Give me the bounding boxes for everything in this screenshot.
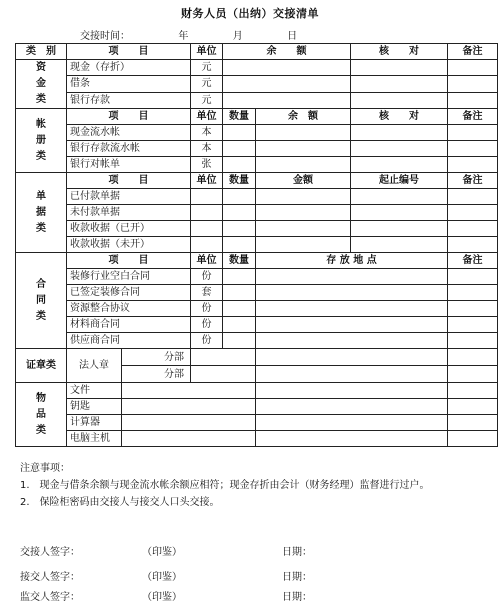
seal-cell[interactable] — [256, 366, 448, 383]
unit-cell: 套 — [191, 285, 223, 301]
remark-cell[interactable] — [448, 92, 498, 108]
ledgers-header-row — [16, 109, 498, 125]
col-remark: 备注 — [448, 173, 498, 189]
remark-cell[interactable] — [448, 205, 498, 221]
balance-cell[interactable] — [256, 157, 351, 173]
date-label: 日期： — [282, 592, 312, 603]
page-title: 财务人员（出纳）交接清单 — [181, 7, 319, 20]
goods-cell[interactable] — [256, 415, 448, 431]
remark-cell[interactable] — [448, 157, 498, 173]
table-row — [16, 92, 498, 108]
remark-cell[interactable] — [448, 237, 498, 253]
col-item: 项 目 — [67, 109, 191, 125]
table-row — [16, 189, 498, 205]
goods-cell[interactable] — [122, 383, 256, 399]
col-qty: 数量 — [223, 253, 256, 269]
handover-time-label: 交接时间： — [80, 31, 130, 42]
item-cell: 钥匙 — [67, 399, 122, 415]
unit-cell[interactable] — [191, 205, 223, 221]
table-row — [16, 237, 498, 253]
location-cell[interactable] — [256, 301, 448, 317]
remark-cell[interactable] — [448, 285, 498, 301]
goods-cell[interactable] — [256, 431, 448, 447]
qty-cell[interactable] — [223, 141, 256, 157]
item-cell: 文件 — [67, 383, 122, 399]
qty-cell[interactable] — [223, 301, 256, 317]
serial-cell[interactable] — [351, 205, 448, 221]
qty-cell[interactable] — [223, 285, 256, 301]
item-cell: 计算器 — [67, 415, 122, 431]
table-row — [16, 285, 498, 301]
seal-item-cell: 法人章 — [67, 349, 122, 383]
unit-cell: 元 — [191, 92, 223, 108]
amount-cell[interactable] — [256, 189, 351, 205]
unit-cell: 本 — [191, 125, 223, 141]
qty-cell[interactable] — [223, 125, 256, 141]
balance-cell[interactable] — [256, 141, 351, 157]
check-cell[interactable] — [351, 76, 448, 92]
col-item: 项 目 — [67, 173, 191, 189]
item-cell: 未付款单据 — [67, 205, 191, 221]
location-cell[interactable] — [256, 285, 448, 301]
item-cell: 收款收据（未开） — [67, 237, 191, 253]
goods-cell[interactable] — [122, 399, 256, 415]
table-row — [16, 333, 498, 349]
table-row — [16, 349, 498, 366]
qty-cell[interactable] — [223, 157, 256, 173]
category-documents: 单据类 — [16, 173, 67, 253]
col-category: 类 别 — [16, 44, 67, 60]
location-cell[interactable] — [256, 333, 448, 349]
item-cell: 借条 — [67, 76, 191, 92]
amount-cell[interactable] — [256, 205, 351, 221]
qty-cell[interactable] — [223, 189, 256, 205]
note-item: 2. 保险柜密码由交接人与接交人口头交接。 — [20, 497, 220, 508]
col-check: 核 对 — [351, 44, 448, 60]
remark-cell[interactable] — [448, 189, 498, 205]
remark-cell[interactable] — [448, 383, 498, 399]
col-qty: 数量 — [223, 173, 256, 189]
year-label: 年 — [178, 31, 189, 42]
col-balance: 余 额 — [223, 44, 351, 60]
seal-label: （印鉴） — [142, 592, 182, 603]
qty-cell[interactable] — [223, 269, 256, 285]
balance-cell[interactable] — [223, 60, 351, 76]
seal-label: （印鉴） — [142, 547, 182, 558]
remark-cell[interactable] — [448, 349, 498, 366]
item-cell: 资源整合协议 — [67, 301, 191, 317]
table-row — [16, 415, 498, 431]
location-cell[interactable] — [256, 269, 448, 285]
seal-label: （印鉴） — [142, 572, 182, 583]
date-label: 日期： — [282, 547, 312, 558]
handover-table — [15, 43, 498, 447]
col-amount: 金额 — [256, 173, 351, 189]
handover-time — [80, 27, 297, 42]
col-remark: 备注 — [448, 253, 498, 269]
unit-cell[interactable] — [191, 237, 223, 253]
signature-label: 监交人签字： — [20, 592, 80, 603]
item-cell: 银行存款 — [67, 92, 191, 108]
item-cell: 收款收据（已开） — [67, 221, 191, 237]
goods-cell[interactable] — [256, 383, 448, 399]
table-row — [16, 141, 498, 157]
remark-cell[interactable] — [448, 125, 498, 141]
remark-cell[interactable] — [448, 333, 498, 349]
remark-cell[interactable] — [448, 399, 498, 415]
date-label: 日期： — [282, 572, 312, 583]
remark-cell[interactable] — [448, 76, 498, 92]
remark-cell[interactable] — [448, 431, 498, 447]
table-row — [16, 157, 498, 173]
unit-cell: 份 — [191, 301, 223, 317]
table-row — [16, 317, 498, 333]
col-serial: 起止编号 — [351, 173, 448, 189]
balance-cell[interactable] — [256, 125, 351, 141]
amount-cell[interactable] — [256, 221, 351, 237]
category-seals: 证章类 — [16, 349, 67, 383]
remark-cell[interactable] — [448, 141, 498, 157]
col-remark: 备注 — [448, 109, 498, 125]
unit-cell: 份 — [191, 269, 223, 285]
col-balance: 余 额 — [256, 109, 351, 125]
unit-cell: 张 — [191, 157, 223, 173]
col-remark: 备注 — [448, 44, 498, 60]
col-location: 存 放 地 点 — [256, 253, 448, 269]
col-check: 核 对 — [351, 109, 448, 125]
category-goods: 物品类 — [16, 383, 67, 447]
notes-section — [20, 460, 430, 511]
serial-cell[interactable] — [351, 237, 448, 253]
month-label: 月 — [232, 31, 243, 42]
col-item: 项 目 — [67, 253, 191, 269]
seal-part-cell: 分部 — [122, 349, 191, 366]
col-unit: 单位 — [191, 173, 223, 189]
category-ledgers: 帐册类 — [16, 109, 67, 173]
seal-cell[interactable] — [191, 349, 256, 366]
col-unit: 单位 — [191, 253, 223, 269]
unit-cell: 本 — [191, 141, 223, 157]
table-row — [16, 269, 498, 285]
goods-cell[interactable] — [122, 431, 256, 447]
unit-cell: 份 — [191, 317, 223, 333]
notes-title: 注意事项： — [20, 463, 70, 474]
remark-cell[interactable] — [448, 269, 498, 285]
item-cell: 已签定装修合同 — [67, 285, 191, 301]
check-cell[interactable] — [351, 157, 448, 173]
serial-cell[interactable] — [351, 221, 448, 237]
balance-cell[interactable] — [223, 76, 351, 92]
contracts-header-row — [16, 253, 498, 269]
serial-cell[interactable] — [351, 189, 448, 205]
unit-cell: 元 — [191, 60, 223, 76]
item-cell: 银行存款流水帐 — [67, 141, 191, 157]
day-label: 日 — [287, 31, 298, 42]
col-unit: 单位 — [191, 109, 223, 125]
qty-cell[interactable] — [223, 333, 256, 349]
item-cell: 供应商合同 — [67, 333, 191, 349]
qty-cell[interactable] — [223, 237, 256, 253]
item-cell: 电脑主机 — [67, 431, 122, 447]
table-row — [16, 60, 498, 76]
table-row — [16, 125, 498, 141]
col-qty: 数量 — [223, 109, 256, 125]
col-unit: 单位 — [191, 44, 223, 60]
note-item: 1. 现金与借条余额与现金流水帐余额应相符；现金存折由会计（财务经理）监督进行过户。 — [20, 480, 430, 491]
check-cell[interactable] — [351, 141, 448, 157]
item-cell: 已付款单据 — [67, 189, 191, 205]
category-funds: 资金类 — [16, 60, 67, 109]
goods-cell[interactable] — [256, 399, 448, 415]
check-cell[interactable] — [351, 60, 448, 76]
signature-label: 接交人签字： — [20, 572, 80, 583]
table-row — [16, 431, 498, 447]
seal-cell[interactable] — [256, 349, 448, 366]
qty-cell[interactable] — [223, 205, 256, 221]
unit-cell: 份 — [191, 333, 223, 349]
check-cell[interactable] — [351, 92, 448, 108]
item-cell: 现金（存折） — [67, 60, 191, 76]
item-cell: 现金流水帐 — [67, 125, 191, 141]
item-cell: 装修行业空白合同 — [67, 269, 191, 285]
unit-cell: 元 — [191, 76, 223, 92]
item-cell: 材料商合同 — [67, 317, 191, 333]
goods-cell[interactable] — [122, 415, 256, 431]
table-row — [16, 221, 498, 237]
table-row — [16, 301, 498, 317]
unit-cell[interactable] — [191, 189, 223, 205]
check-cell[interactable] — [351, 125, 448, 141]
table-row — [16, 205, 498, 221]
qty-cell[interactable] — [223, 317, 256, 333]
amount-cell[interactable] — [256, 237, 351, 253]
balance-cell[interactable] — [223, 92, 351, 108]
remark-cell[interactable] — [448, 366, 498, 383]
col-item: 项 目 — [67, 44, 191, 60]
unit-cell[interactable] — [191, 221, 223, 237]
table-row — [16, 399, 498, 415]
table-row — [16, 383, 498, 399]
remark-cell[interactable] — [448, 60, 498, 76]
remark-cell[interactable] — [448, 301, 498, 317]
remark-cell[interactable] — [448, 221, 498, 237]
signature-label: 交接人签字： — [20, 547, 80, 558]
seal-cell[interactable] — [191, 366, 256, 383]
location-cell[interactable] — [256, 317, 448, 333]
seal-part-cell: 分部 — [122, 366, 191, 383]
item-cell: 银行对帐单 — [67, 157, 191, 173]
documents-header-row — [16, 173, 498, 189]
remark-cell[interactable] — [448, 415, 498, 431]
table-row — [16, 76, 498, 92]
qty-cell[interactable] — [223, 221, 256, 237]
table-header-row — [16, 44, 498, 60]
remark-cell[interactable] — [448, 317, 498, 333]
category-contracts: 合同类 — [16, 253, 67, 349]
